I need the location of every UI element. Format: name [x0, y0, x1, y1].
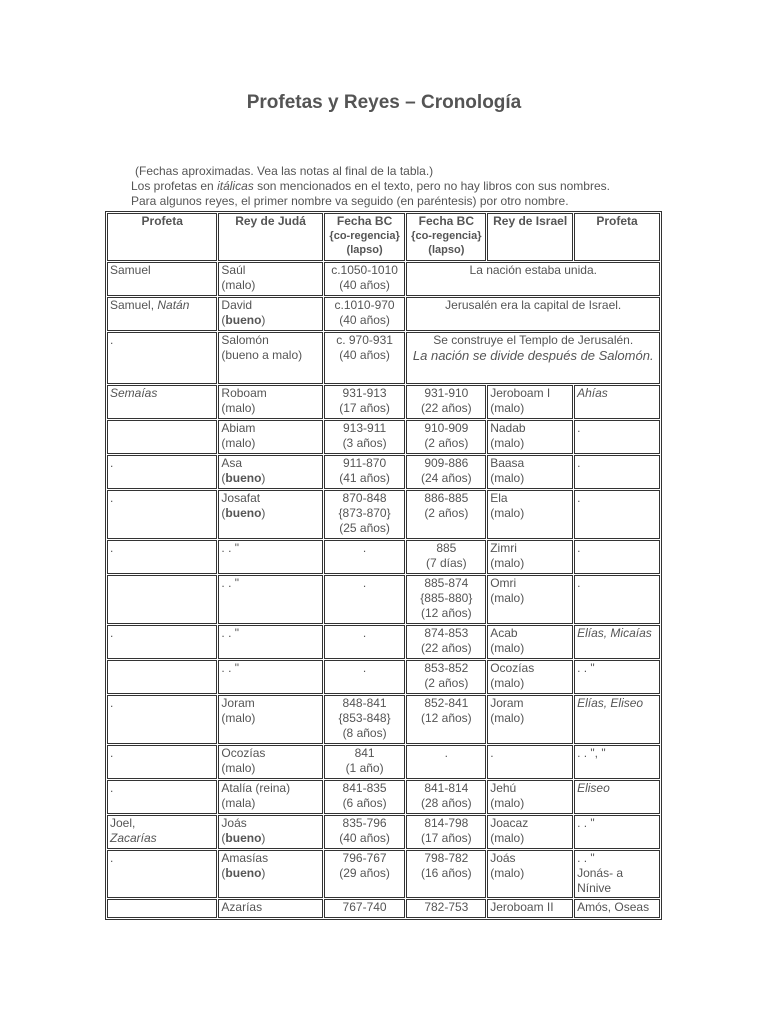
table-row [107, 899, 660, 918]
cell-rey-juda [218, 540, 322, 574]
king-name: Abiam [221, 421, 256, 435]
cell-profeta-israel [574, 490, 660, 539]
date-range: 910-909 [424, 421, 469, 435]
notes-block [131, 164, 610, 209]
date-sub: {885-880} [420, 591, 473, 605]
cell-profeta-israel [574, 850, 660, 898]
cell-rey-juda [218, 899, 322, 918]
date-sub: (40 años) [339, 348, 390, 362]
cell-fecha-juda [324, 780, 406, 814]
header-fecha-juda: Fecha BC {co-regencia} (lapso) [324, 213, 406, 261]
king-quality-bold: bueno [225, 471, 262, 485]
prophet-name: . [110, 746, 114, 760]
cell-fecha-juda [324, 540, 406, 574]
table-row [107, 695, 660, 744]
cell-rey-juda [218, 455, 322, 489]
date-sub: (17 años) [339, 401, 390, 415]
cell-profeta-juda [107, 297, 217, 331]
cell-fecha-israel [406, 745, 486, 779]
king-quality: (malo) [221, 711, 256, 725]
table-row [107, 262, 660, 296]
prophet-name-italic: Semaías [110, 386, 158, 400]
date-sub: (6 años) [342, 796, 387, 810]
date-sub: (16 años) [420, 866, 472, 880]
king-quality: (malo) [221, 436, 256, 450]
date-sub: (24 años) [420, 471, 472, 485]
cell-profeta-israel [574, 420, 660, 454]
note-names: Para algunos reyes, el primer nombre va seguido (en paréntesis) por otro nombre. [131, 194, 569, 208]
date-range: c.1050-1010 [331, 263, 398, 277]
note-dates: (Fechas aproximadas. Vea las notas al final de la tabla.) [135, 164, 434, 178]
king-quality: (bueno) [221, 831, 266, 845]
cell-fecha-juda [324, 575, 406, 624]
cell-rey-juda [218, 695, 322, 744]
king-name: Amasías [221, 851, 269, 865]
date-range: 886-885 [424, 491, 469, 505]
king-quality: (mala) [221, 796, 256, 810]
king-name: Jeroboam I [490, 386, 551, 400]
cell-fecha-israel [406, 815, 486, 849]
king-name: Joacaz [490, 816, 529, 830]
king-name: Roboam [221, 386, 267, 400]
date-lapse: (25 años) [339, 521, 390, 535]
date-range: 841-814 [424, 781, 469, 795]
king-quality: (bueno) [221, 471, 266, 485]
cell-rey-israel [487, 899, 573, 918]
prophet-name: . [110, 456, 114, 470]
cell-fecha-israel [406, 420, 486, 454]
cell-rey-israel [487, 490, 573, 539]
cell-profeta-juda [107, 540, 217, 574]
cell-fecha-israel [406, 575, 486, 624]
date-range: 931-913 [342, 386, 387, 400]
prophet-name-italic: Elías, Eliseo [577, 696, 644, 710]
prophet-name-italic: Natán [157, 298, 190, 312]
prophet-name: . . " [577, 851, 595, 865]
cell-fecha-juda [324, 455, 406, 489]
date-sub: {873-870} [338, 506, 391, 520]
cell-rey-israel [487, 745, 573, 779]
cell-fecha-israel [406, 540, 486, 574]
table-row [107, 385, 660, 419]
date-range: . [362, 541, 367, 555]
cell-profeta-israel [574, 815, 660, 849]
cell-rey-juda [218, 815, 322, 849]
cell-profeta-juda [107, 490, 217, 539]
date-sub: (17 años) [420, 831, 472, 845]
king-name: Nadab [490, 421, 526, 435]
date-sub: (7 días) [425, 556, 467, 570]
cell-profeta-israel [574, 660, 660, 694]
table-row [107, 625, 660, 659]
cell-rey-israel [487, 780, 573, 814]
date-sub: (22 años) [420, 401, 472, 415]
header-rey-israel: Rey de Israel [487, 213, 573, 261]
cell-profeta-israel [574, 899, 660, 918]
prophet-name-italic: Elías, Micaías [577, 626, 652, 640]
cell-note-span [406, 262, 660, 296]
cell-profeta-israel [574, 540, 660, 574]
note-italics: Los profetas en itálicas son mencionados en el texto, pero no hay libros con sus nombres. [131, 179, 610, 193]
cell-profeta-juda [107, 899, 217, 918]
date-range: 848-841 [342, 696, 387, 710]
table-row [107, 780, 660, 814]
table-row [107, 490, 660, 539]
date-range: . [362, 661, 367, 675]
date-sub: {853-848} [338, 711, 391, 725]
cell-rey-israel [487, 625, 573, 659]
cell-fecha-israel [406, 899, 486, 918]
date-range: 870-848 [342, 491, 387, 505]
king-name: Ocozías [221, 746, 266, 760]
date-range: 911-870 [343, 456, 387, 470]
prophet-name: Joel, [110, 816, 136, 830]
cell-rey-israel [487, 815, 573, 849]
date-range: c.1010-970 [334, 298, 395, 312]
cell-fecha-juda [324, 815, 406, 849]
cell-fecha-israel [406, 695, 486, 744]
page-title: Profetas y Reyes – Cronología [246, 92, 522, 113]
cell-profeta-juda [107, 455, 217, 489]
prophet-name: . [110, 696, 114, 710]
king-quality: (malo) [490, 556, 525, 570]
cell-rey-juda [218, 332, 322, 384]
span-note-italic: La nación se divide después de Salomón. [412, 348, 654, 363]
king-name: Baasa [490, 456, 525, 470]
cell-fecha-juda [324, 850, 406, 898]
header-profeta-1: Profeta [107, 213, 217, 261]
king-quality-bold: bueno [225, 831, 262, 845]
king-quality: (malo) [221, 278, 256, 292]
king-name: Saúl [221, 263, 246, 277]
king-quality-bold: bueno [225, 313, 262, 327]
table-row [107, 850, 660, 898]
date-range: 796-767 [342, 851, 387, 865]
king-quality: (malo) [490, 401, 525, 415]
table-row [107, 575, 660, 624]
king-name: . [490, 746, 494, 760]
cell-fecha-israel [406, 780, 486, 814]
king-quality: (malo) [490, 641, 525, 655]
date-range: 841 [354, 746, 375, 760]
header-fecha-israel: Fecha BC {co-regencia} (lapso) [406, 213, 486, 261]
king-name: Josafat [221, 491, 261, 505]
king-name: Joás [221, 816, 247, 830]
cell-profeta-israel [574, 575, 660, 624]
date-sub: (2 años) [424, 436, 469, 450]
cell-profeta-juda [107, 850, 217, 898]
prophet-name: Samuel [110, 263, 151, 277]
king-quality: (malo) [490, 471, 525, 485]
date-range: 885 [436, 541, 457, 555]
king-name: . . " [221, 626, 240, 640]
cell-fecha-juda [324, 625, 406, 659]
prophet-name-italic: Zacarías [110, 831, 157, 845]
table-row [107, 420, 660, 454]
prophet-name-italic: . [577, 491, 581, 505]
king-name: Omri [490, 576, 517, 590]
cell-profeta-juda [107, 745, 217, 779]
date-range: 782-753 [424, 900, 469, 914]
prophet-name-italic: . [577, 576, 581, 590]
king-name: Ela [490, 491, 508, 505]
king-quality: (malo) [490, 866, 525, 880]
cell-rey-juda [218, 297, 322, 331]
prophet-name: . [110, 333, 114, 347]
prophet-name-italic: Ahías [577, 386, 608, 400]
date-range: . [444, 746, 448, 760]
cell-profeta-juda [107, 660, 217, 694]
date-lapse: (12 años) [420, 606, 472, 620]
date-range: 767-740 [342, 900, 387, 914]
date-range: 909-886 [424, 456, 469, 470]
date-sub: (29 años) [339, 866, 390, 880]
cell-fecha-israel [406, 385, 486, 419]
king-quality: (malo) [490, 506, 525, 520]
cell-fecha-juda [324, 262, 406, 296]
span-note: La nación estaba unida. [469, 263, 597, 277]
date-sub: (40 años) [339, 831, 390, 845]
cell-rey-juda [218, 660, 322, 694]
cell-rey-juda [218, 385, 322, 419]
date-range: 853-852 [424, 661, 469, 675]
table-row [107, 332, 660, 384]
date-range: . [362, 626, 367, 640]
prophet-name: . . " [577, 816, 595, 830]
king-name: Ocozías [490, 661, 535, 675]
date-range: 852-841 [424, 696, 469, 710]
cell-rey-israel [487, 420, 573, 454]
king-quality: (bueno) [221, 506, 266, 520]
prophet-name: . . " [577, 661, 595, 675]
prophet-name: . [110, 781, 114, 795]
cell-rey-israel [487, 385, 573, 419]
king-quality: (bueno) [221, 866, 266, 880]
cell-note-span [406, 297, 660, 331]
date-range: 874-853 [424, 626, 469, 640]
table-row [107, 745, 660, 779]
cell-rey-israel [487, 575, 573, 624]
king-name: Asa [221, 456, 243, 470]
cell-profeta-juda [107, 262, 217, 296]
cell-rey-juda [218, 575, 322, 624]
date-lapse: (8 años) [342, 726, 387, 740]
king-name: Acab [490, 626, 518, 640]
cell-rey-juda [218, 262, 322, 296]
cell-profeta-juda [107, 332, 217, 384]
cell-fecha-israel [406, 625, 486, 659]
cell-profeta-israel [574, 455, 660, 489]
cell-profeta-juda [107, 575, 217, 624]
date-range: . [362, 576, 367, 590]
king-quality: (malo) [490, 831, 525, 845]
king-name: Jeroboam II [490, 900, 554, 914]
date-range: c. 970-931 [336, 333, 393, 347]
date-sub: (40 años) [339, 313, 390, 327]
cell-profeta-israel [574, 385, 660, 419]
date-range: 798-782 [424, 851, 469, 865]
cell-rey-juda [218, 780, 322, 814]
king-name: Salomón [221, 333, 269, 347]
table-row [107, 660, 660, 694]
king-quality: (malo) [490, 676, 525, 690]
king-quality-bold: bueno [225, 866, 262, 880]
date-range: 931-910 [424, 386, 469, 400]
cell-profeta-juda [107, 420, 217, 454]
header-rey-juda: Rey de Judá [218, 213, 322, 261]
king-name: David [221, 298, 253, 312]
table-row [107, 815, 660, 849]
cell-profeta-juda [107, 695, 217, 744]
header-profeta-2: Profeta [574, 213, 660, 261]
king-name: . . " [221, 661, 240, 675]
table-row [107, 455, 660, 489]
prophet-name: . . ", " [577, 746, 606, 760]
cell-rey-israel [487, 455, 573, 489]
king-name: Azarías [221, 900, 263, 914]
king-quality: (malo) [490, 591, 525, 605]
date-sub: (28 años) [420, 796, 472, 810]
king-quality: (malo) [221, 401, 256, 415]
prophet-name: Samuel, [110, 298, 158, 312]
cell-fecha-israel [406, 660, 486, 694]
cell-profeta-juda [107, 625, 217, 659]
king-quality: (malo) [490, 436, 525, 450]
king-quality: (malo) [221, 761, 256, 775]
prophet-name-italic: . [577, 541, 581, 555]
king-quality: (bueno) [221, 313, 266, 327]
prophet-name: Jonás- a [577, 866, 624, 880]
prophet-name-italic: . [577, 456, 581, 470]
date-range: 814-798 [424, 816, 469, 830]
cell-profeta-israel [574, 745, 660, 779]
prophet-name-italic: Eliseo [577, 781, 610, 795]
cell-fecha-juda [324, 490, 406, 539]
cell-rey-israel [487, 540, 573, 574]
prophet-name-italic: . [577, 421, 581, 435]
date-range: 835-796 [342, 816, 387, 830]
cell-rey-israel [487, 850, 573, 898]
king-quality: (malo) [490, 711, 525, 725]
date-range: 885-874 [424, 576, 469, 590]
cell-rey-juda [218, 420, 322, 454]
cell-fecha-juda [324, 297, 406, 331]
cell-fecha-juda [324, 332, 406, 384]
prophet-name: . [110, 541, 114, 555]
cell-fecha-israel [406, 455, 486, 489]
span-note: Jerusalén era la capital de Israel. [445, 298, 622, 312]
cell-fecha-juda [324, 385, 406, 419]
cell-fecha-israel [406, 850, 486, 898]
king-name: Joram [490, 696, 524, 710]
cell-fecha-israel [406, 490, 486, 539]
cell-rey-juda [218, 745, 322, 779]
date-sub: (3 años) [342, 436, 387, 450]
cell-profeta-juda [107, 385, 217, 419]
king-name: Joram [221, 696, 255, 710]
cell-fecha-juda [324, 695, 406, 744]
span-note: Se construye el Templo de Jerusalén. [433, 333, 634, 347]
prophet-name: Amós, Oseas [577, 900, 650, 914]
prophet-name: . [110, 491, 114, 505]
date-sub: (1 año) [345, 761, 384, 775]
cell-rey-israel [487, 695, 573, 744]
cell-profeta-israel [574, 625, 660, 659]
prophet-name: . [110, 851, 114, 865]
king-quality-bold: bueno [225, 506, 262, 520]
king-name: Atalía (reina) [221, 781, 291, 795]
date-sub: (12 años) [420, 711, 472, 725]
table-row [107, 540, 660, 574]
cell-rey-juda [218, 625, 322, 659]
date-sub: (41 años) [339, 471, 390, 485]
cell-fecha-juda [324, 745, 406, 779]
cell-rey-israel [487, 660, 573, 694]
cell-rey-juda [218, 850, 322, 898]
cell-fecha-juda [324, 660, 406, 694]
header-row [107, 213, 660, 261]
king-name: Zimri [490, 541, 517, 555]
cell-note-span [406, 332, 660, 384]
cell-profeta-juda [107, 815, 217, 849]
date-range: 841-835 [342, 781, 387, 795]
cell-profeta-israel [574, 780, 660, 814]
king-name: . . " [221, 576, 240, 590]
date-sub: (40 años) [339, 278, 390, 292]
cell-fecha-juda [324, 899, 406, 918]
king-name: . . " [221, 541, 240, 555]
date-sub: (2 años) [424, 506, 469, 520]
cell-rey-juda [218, 490, 322, 539]
king-quality: (bueno a malo) [221, 348, 303, 362]
king-name: Jehú [490, 781, 517, 795]
prophet-name: . [110, 626, 114, 640]
cell-profeta-israel [574, 695, 660, 744]
prophet-name: Nínive [577, 881, 612, 895]
table-row [107, 297, 660, 331]
date-sub: (2 años) [424, 676, 469, 690]
king-quality: (malo) [490, 796, 525, 810]
date-range: 913-911 [343, 421, 387, 435]
chronology-table [105, 211, 662, 920]
date-sub: (22 años) [420, 641, 472, 655]
cell-fecha-juda [324, 420, 406, 454]
king-name: Joás [490, 851, 516, 865]
cell-profeta-juda [107, 780, 217, 814]
